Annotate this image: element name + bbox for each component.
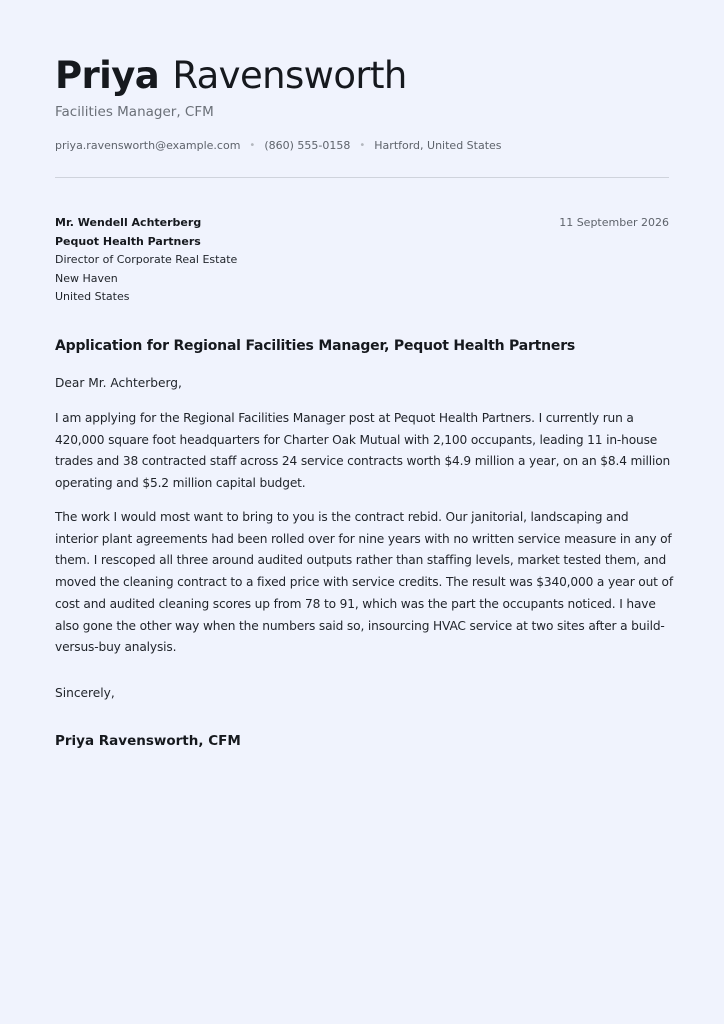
header-divider	[55, 177, 669, 178]
recipient-city: New Haven	[55, 271, 118, 285]
applicant-last-name: Ravensworth	[172, 54, 407, 97]
letter-signature: Priya Ravensworth, CFM	[55, 733, 241, 749]
letter-closing: Sincerely,	[55, 686, 115, 700]
contact-phone: (860) 555-0158	[264, 139, 351, 152]
applicant-first-name: Priya	[55, 54, 160, 97]
letter-subject: Application for Regional Facilities Manager, Pequot Health Partners	[55, 338, 576, 354]
recipient-title: Director of Corporate Real Estate	[55, 253, 238, 267]
contact-separator: •	[359, 140, 366, 151]
recipient-name: Mr. Wendell Achterberg	[55, 216, 202, 229]
contact-email: priya.ravensworth@example.com	[55, 139, 241, 152]
recipient-block	[55, 214, 237, 307]
letter-paragraph: The work I would most want to bring to you is the contract rebid. Our janitorial, landscaping and interior plant agreements had been rolled over for nine years with no written service measure in any of them. I rescoped all three around audited outputs rather than staffing levels, market tested them, and moved the cleaning contract to a fixed price with service credits. The result was $340,000 a year out of cost and audited cleaning scores up from 78 to 91, which was the part the occupants noticed. I have also gone the other way when the numbers said so, insourcing HVAC service at two sites after a build-versus-buy analysis.	[55, 510, 673, 655]
contact-line	[55, 139, 502, 152]
recipient-company: Pequot Health Partners	[55, 234, 201, 248]
letter-date: 11 September 2026	[559, 216, 669, 229]
contact-location: Hartford, United States	[374, 139, 502, 152]
applicant-role: Facilities Manager, CFM	[55, 104, 214, 120]
applicant-name	[55, 54, 407, 98]
recipient-country: United States	[55, 290, 130, 304]
contact-separator: •	[249, 140, 256, 151]
letter-salutation: Dear Mr. Achterberg,	[55, 376, 182, 390]
cover-letter-page	[55, 0, 673, 1024]
letter-paragraph: I am applying for the Regional Facilities Manager post at Pequot Health Partners. I currently run a 420,000 square foot headquarters for Charter Oak Mutual with 2,100 occupants, leading 11 in-house trades and 38 contracted staff across 24 service contracts worth $4.9 million a year, on an $8.4 million operating and $5.2 million capital budget.	[55, 411, 671, 491]
